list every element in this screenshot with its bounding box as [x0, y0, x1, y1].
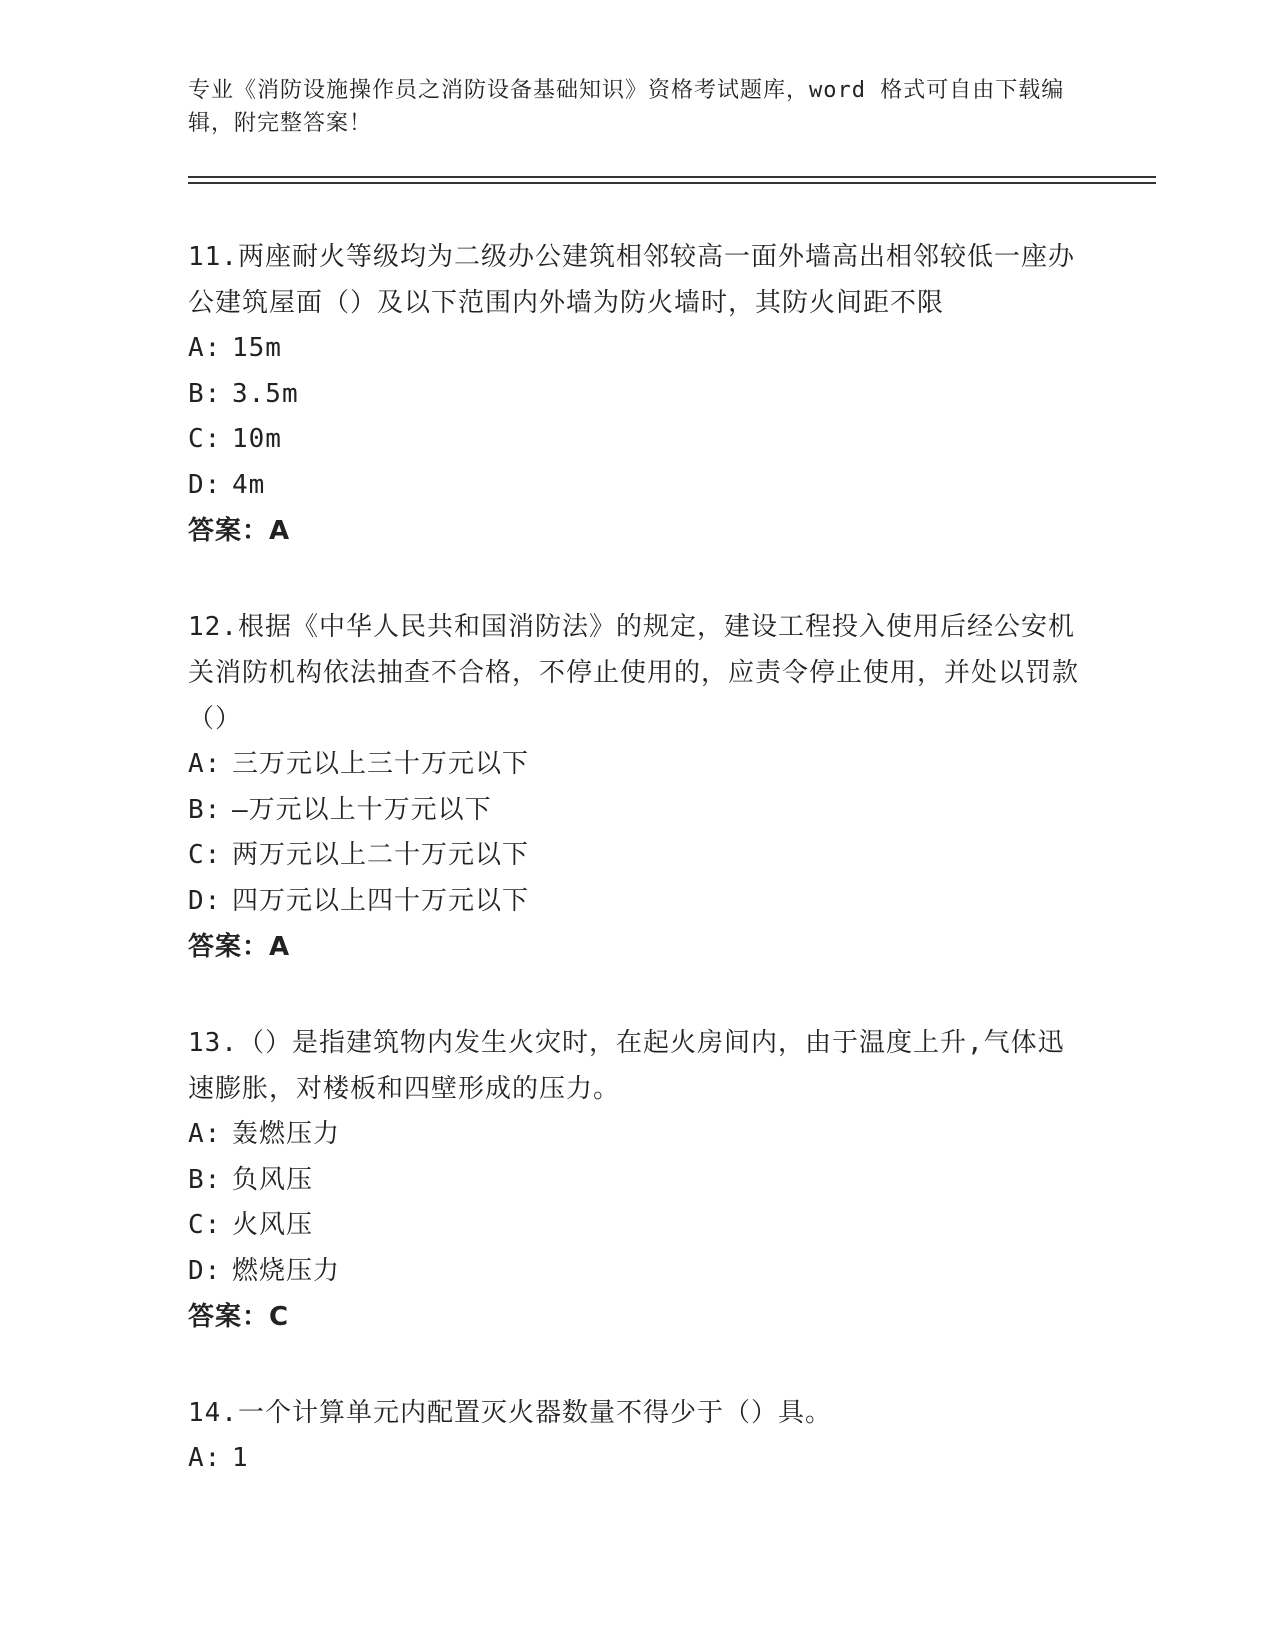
header-intro-text: 专业《消防设施操作员之消防设备基础知识》资格考试题库，word 格式可自由下载编辑，附完整答案！	[188, 78, 1065, 136]
option-letter: C:	[188, 1210, 222, 1240]
option-a	[188, 742, 1088, 788]
document-header	[188, 74, 1088, 140]
option-a	[188, 1112, 1088, 1158]
option-letter: A:	[188, 749, 222, 779]
question-stem: 14.一个计算单元内配置灭火器数量不得少于（）具。	[188, 1398, 832, 1428]
option-d	[188, 463, 1088, 509]
option-b	[188, 372, 1088, 418]
option-text: 火风压	[232, 1210, 314, 1240]
answer-line: 答案：C	[188, 1302, 290, 1332]
option-b	[188, 1158, 1088, 1204]
option-letter: A:	[188, 1443, 222, 1473]
option-letter: C:	[188, 424, 222, 454]
option-letter: D:	[188, 1255, 222, 1286]
option-text: 3.5m	[232, 378, 299, 409]
question-14	[188, 1390, 1088, 1482]
option-text: 燃烧压力	[232, 1255, 341, 1286]
option-letter: A:	[188, 333, 222, 363]
answer-line: 答案：A	[188, 932, 291, 962]
question-13	[188, 1020, 1088, 1340]
question-stem: 12.根据《中华人民共和国消防法》的规定，建设工程投入使用后经公安机关消防机构依法抽查不合格，不停止使用的，应责令停止使用，并处以罚款（）	[188, 612, 1080, 734]
question-stem: 13.（）是指建筑物内发生火灾时，在起火房间内，由于温度上升,气体迅速膨胀，对楼板和四壁形成的压力。	[188, 1028, 1065, 1104]
option-d	[188, 1249, 1088, 1295]
question-list	[188, 234, 1088, 1532]
option-b	[188, 788, 1088, 834]
option-letter: D:	[188, 469, 222, 500]
option-text: 三万元以上三十万元以下	[232, 749, 530, 779]
option-text: 1	[232, 1443, 249, 1473]
option-text: 轰燃压力	[232, 1119, 341, 1149]
option-letter: A:	[188, 1119, 222, 1149]
header-divider-bottom	[188, 182, 1156, 184]
option-letter: B:	[188, 794, 222, 825]
option-letter: D:	[188, 885, 222, 916]
option-letter: C:	[188, 840, 222, 870]
option-text: 15m	[232, 333, 282, 363]
option-letter: B:	[188, 378, 222, 409]
option-letter: B:	[188, 1164, 222, 1195]
option-text: 10m	[232, 424, 282, 454]
option-text: —万元以上十万元以下	[232, 794, 492, 825]
option-a	[188, 326, 1088, 372]
option-text: 两万元以上二十万元以下	[232, 840, 530, 870]
option-c	[188, 1203, 1088, 1249]
option-a	[188, 1436, 1088, 1482]
question-11	[188, 234, 1088, 554]
question-stem: 11.两座耐火等级均为二级办公建筑相邻较高一面外墙高出相邻较低一座办公建筑屋面（）及以下范围内外墙为防火墙时，其防火间距不限	[188, 242, 1075, 318]
option-c	[188, 833, 1088, 879]
answer-line: 答案：A	[188, 516, 291, 546]
option-c	[188, 417, 1088, 463]
option-d	[188, 879, 1088, 925]
header-divider-top	[188, 176, 1156, 178]
question-12	[188, 604, 1088, 970]
option-text: 4m	[232, 469, 266, 500]
option-text: 负风压	[232, 1164, 314, 1195]
option-text: 四万元以上四十万元以下	[232, 885, 530, 916]
